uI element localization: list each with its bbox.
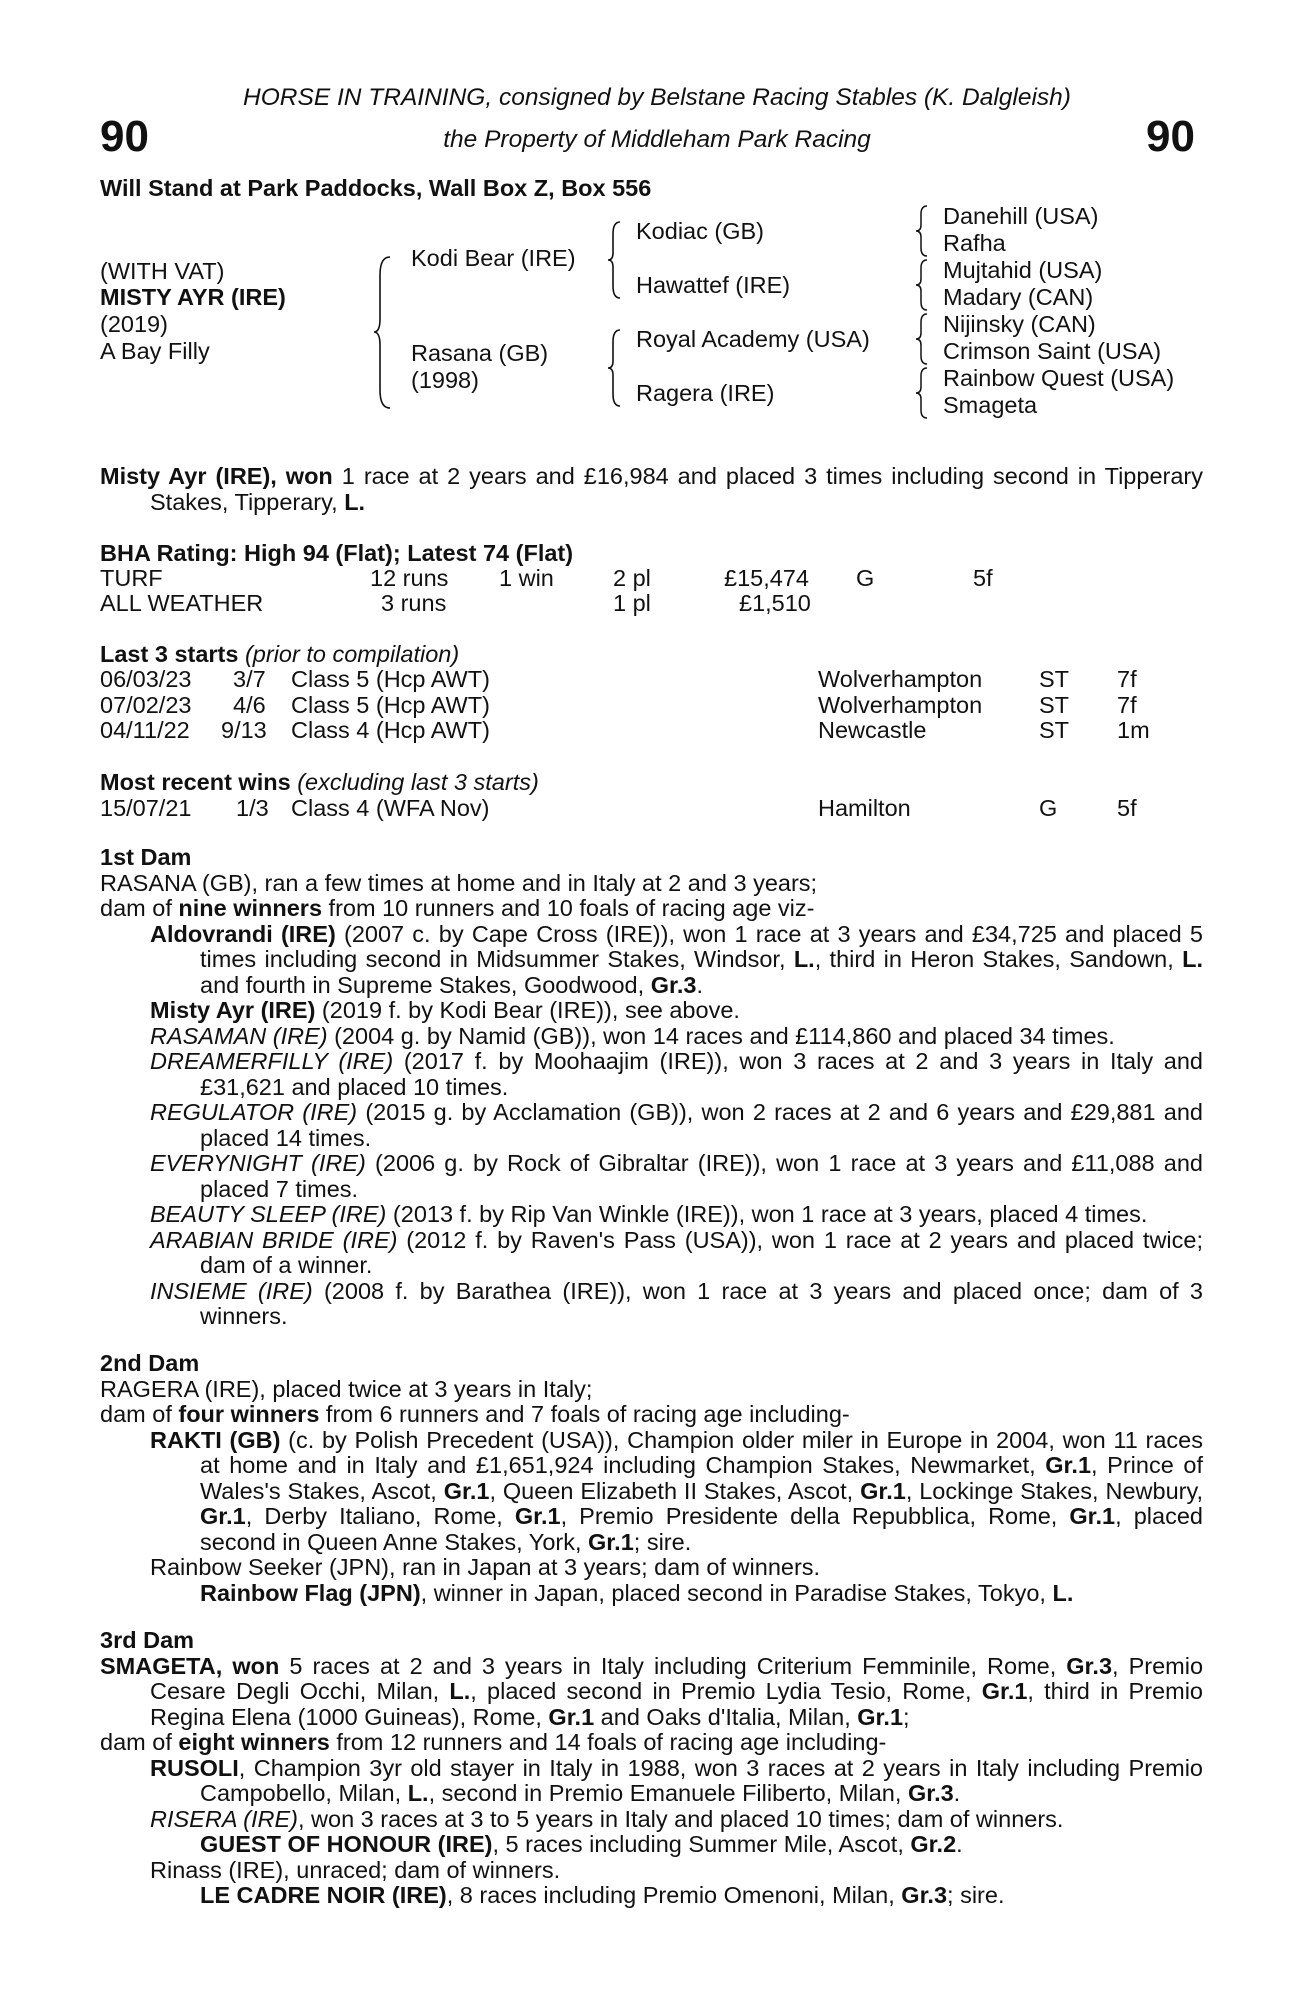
rating-distance: 5f [973,565,993,591]
second-dam-title: 2nd Dam [100,1350,200,1376]
pedigree-brace-2 [606,220,624,300]
sire-name: Kodi Bear (IRE) [411,245,576,271]
sire-dam: Hawattef (IRE) [636,272,791,298]
property-line: the Property of Middleham Park Racing [443,126,871,153]
cell-race: Class 5 (Hcp AWT) [291,666,490,692]
horse-name: MISTY AYR (IRE) [100,284,286,310]
produce-text: and fourth in Supreme Stakes, Goodwood, [200,971,651,998]
grade-label: Gr.1 [588,1528,634,1555]
winners-count: nine winners [178,895,323,921]
produce-text: , second in Premio Emanuele Filiberto, Milan, [428,1780,908,1806]
produce-text: , 8 races including Premio Omenoni, Milan, [446,1882,902,1908]
produce-entry: Rinass (IRE), unraced; dam of winners. [150,1856,561,1883]
produce-name: Rainbow Flag (JPN) [200,1579,421,1606]
produce-entry [100,998,1203,1024]
grade-label: Gr.1 [200,1503,246,1529]
dam-dam: Ragera (IRE) [636,380,775,406]
grade-label: Gr.1 [1045,1452,1092,1478]
text-span: ; [903,1703,910,1730]
produce-name: EVERYNIGHT (IRE) [150,1150,366,1176]
grade-label: Gr.1 [1069,1503,1116,1529]
ggs-3: Nijinsky (CAN) [943,311,1096,337]
rating-prize: £1,510 [739,590,811,616]
lot-number-left: 90 [100,112,149,161]
produce-text: , 5 races including Summer Mile, Ascot, [492,1831,911,1857]
horse-year: (2019) [100,311,168,337]
produce-entry [100,1202,1203,1228]
third-dam-section [100,1628,1203,1909]
text-span: , placed second in Premio Lydia Tesio, Rome, [470,1678,982,1704]
first-dam-title: 1st Dam [100,844,192,870]
cell-position: 3/7 [233,666,266,692]
ggd-1: Rafha [943,230,1006,256]
produce-text: , Queen Elizabeth II Stakes, Ascot, [489,1477,861,1504]
produce-name: INSIEME (IRE) [150,1277,313,1304]
text-span: 5 races at 2 and 3 years in Italy including Criterium Femminile, Rome, [279,1652,1067,1679]
produce-name: LE CADRE NOIR (IRE) [200,1882,447,1908]
produce-text: , Lockinge Stakes, Newbury, [905,1477,1203,1504]
cell-date: 07/02/23 [100,692,192,718]
text-span: from 6 runners and 7 foals of racing age including- [319,1401,850,1427]
rating-wins: 1 win [499,565,554,591]
winners-count: eight winners [178,1729,330,1755]
produce-name: RASAMAN (IRE) [150,1022,328,1049]
produce-text: (2006 g. by Rock of Gibraltar (IRE)), won 1 race at 3 years and £11,088 and placed 7 times. [200,1150,1203,1202]
cell-position: 9/13 [221,717,267,743]
cell-race: Class 5 (Hcp AWT) [291,692,490,718]
produce-text: . [953,1780,961,1806]
cell-distance: 1m [1117,717,1150,743]
dam-name: Rasana (GB) [411,340,549,366]
cell-race: Class 4 (Hcp AWT) [291,717,490,743]
rating-surface: TURF [100,565,163,591]
last3-title: Last 3 starts [100,641,239,667]
produce-name: ARABIAN BRIDE (IRE) [150,1226,398,1253]
produce-entry [100,1832,1203,1858]
produce-entry [100,1100,1203,1151]
first-dam-section [100,845,1203,1330]
recent-note: (excluding last 3 starts) [297,769,539,795]
text-span: dam of [100,895,179,921]
ggs-4: Rainbow Quest (USA) [943,365,1175,391]
rating-runs: 12 runs [370,565,449,591]
produce-entry [100,1151,1203,1202]
cell-distance: 7f [1117,666,1137,692]
produce-entry [100,922,1203,999]
text-span: dam of [100,1401,179,1427]
produce-text: . [956,1831,963,1857]
cell-date: 04/11/22 [100,717,190,743]
produce-name: Misty Ayr (IRE) [150,997,316,1023]
cell-course: Wolverhampton [818,666,983,692]
summary-grade: L. [344,488,366,515]
second-dam-line1: RAGERA (IRE), placed twice at 3 years in Italy; [100,1375,593,1402]
first-dam-line2 [100,896,1203,922]
consignor-line: HORSE IN TRAINING, consigned by Belstane Racing Stables (K. Dalgleish) [243,84,1071,111]
grade-label: L. [449,1678,471,1704]
third-dam-record [100,1654,1203,1731]
last3-note: (prior to compilation) [244,641,460,667]
produce-text: , Prince of Wales's Stakes, Ascot, [200,1452,1204,1504]
pedigree-brace-4 [914,204,930,258]
produce-entry [100,1807,1203,1833]
grade-label: Gr.3 [901,1882,948,1908]
produce-entry [100,1581,1203,1607]
grade-label: Gr.3 [907,1780,954,1806]
dam-name: SMAGETA [100,1652,216,1679]
produce-text: , placed second in Queen Anne Stakes, York, [200,1503,1203,1555]
produce-text: , winner in Japan, placed second in Paradise Stakes, Tokyo, [420,1579,1053,1606]
recent-heading [100,770,539,796]
cell-date: 15/07/21 [100,795,192,821]
text-span: from 12 runners and 14 foals of racing age including- [329,1729,887,1755]
recent-title: Most recent wins [100,769,291,795]
summary-text: 1 race at 2 years and £16,984 and placed 3 times including second in Tipperary Stakes, Tipperary, [150,463,1203,515]
pedigree-brace-5 [914,258,930,312]
cell-going: ST [1039,692,1070,718]
rating-placed: 1 pl [613,590,651,616]
rating-runs: 3 runs [381,590,447,616]
produce-text: , Champion 3yr old stayer in Italy in 1988, won 3 races at 2 years in Italy including Premio Campobello, Milan, [200,1754,1203,1806]
produce-entry [100,1228,1203,1279]
cell-date: 06/03/23 [100,666,192,692]
cell-going: ST [1039,666,1070,692]
cell-course: Newcastle [818,717,927,743]
last3-heading [100,642,459,668]
grade-label: L. [1052,1579,1074,1606]
rating-prize: £15,474 [724,565,809,591]
produce-text: , Premio Presidente della Repubblica, Rome, [560,1503,1070,1529]
produce-name: BEAUTY SLEEP (IRE) [150,1201,387,1227]
second-dam-line2 [100,1402,1203,1428]
produce-entry [100,1049,1203,1100]
produce-text: (2008 f. by Barathea (IRE)), won 1 race at 3 years and placed once; dam of 3 winners. [200,1277,1204,1329]
produce-name: RISERA (IRE) [150,1805,298,1832]
text-span: , third in Premio Regina Elena (1000 Guineas), Rome, [150,1678,1203,1730]
cell-distance: 5f [1117,795,1137,821]
grade-label: Gr.1 [443,1477,490,1504]
produce-entry [100,1428,1203,1556]
rating-surface: ALL WEATHER [100,590,264,616]
cell-course: Hamilton [818,795,911,821]
sire-sire: Kodiac (GB) [636,218,764,244]
cell-going: G [1039,795,1058,821]
summary-won: , won [270,463,333,489]
grade-label: Gr.1 [860,1477,906,1504]
produce-text: (2015 g. by Acclamation (GB)), won 2 races at 2 and 6 years and £29,881 and placed 14 times. [200,1099,1203,1151]
produce-name: DREAMERFILLY (IRE) [150,1048,394,1074]
grade-label: Gr.1 [548,1703,595,1730]
ggs-2: Mujtahid (USA) [943,257,1103,283]
cell-position: 1/3 [236,795,269,821]
produce-text: (2012 f. by Raven's Pass (USA)), won 1 race at 2 years and placed twice; dam of a winner. [200,1226,1203,1278]
stand-location: Will Stand at Park Paddocks, Wall Box Z, Box 556 [100,175,652,201]
grade-label: Gr.1 [514,1503,561,1529]
cell-race: Class 4 (WFA Nov) [291,795,490,821]
produce-name: RAKTI (GB) [150,1426,281,1453]
produce-text: (2019 f. by Kodi Bear (IRE)), see above. [315,997,740,1023]
produce-text: ; sire. [633,1528,692,1555]
produce-text: (2004 g. by Namid (GB)), won 14 races and £114,860 and placed 34 times. [327,1022,1115,1049]
cell-distance: 7f [1117,692,1137,718]
third-dam-line2 [100,1730,1203,1756]
winners-count: four winners [178,1401,320,1427]
pedigree-brace-6 [914,312,930,366]
grade-label: L. [1182,946,1204,972]
dam-sire: Royal Academy (USA) [636,326,870,352]
cell-course: Wolverhampton [818,692,983,718]
grade-label: L. [793,946,815,972]
text-span: , Premio Cesare Degli Occhi, Milan, [150,1652,1204,1704]
produce-name: GUEST OF HONOUR (IRE) [200,1831,493,1857]
grade-label: Gr.3 [1066,1652,1113,1679]
grade-label: L. [407,1780,429,1806]
summary-name: Misty Ayr (IRE) [100,463,271,489]
text-span: from 10 runners and 10 foals of racing age viz- [322,895,815,921]
cell-going: ST [1039,717,1070,743]
grade-label: Gr.3 [650,971,697,998]
produce-text: . [696,971,703,998]
pedigree-brace-3 [606,328,624,408]
produce-text: (2017 f. by Moohaajim (IRE)), won 3 races at 2 and 3 years in Italy and £31,621 and placed 10 times. [200,1048,1203,1100]
produce-entry [100,1883,1203,1909]
produce-text: (c. by Polish Precedent (USA)), Champion older miler in Europe in 2004, won 11 races at home and in Italy and £1,651,924 including Champion Stakes, Newmarket, [200,1426,1203,1478]
grade-label: Gr.1 [981,1678,1028,1704]
produce-text: , Derby Italiano, Rome, [245,1503,515,1529]
produce-entry: Rainbow Seeker (JPN), ran in Japan at 3 years; dam of winners. [150,1554,821,1580]
produce-text: , third in Heron Stakes, Sandown, [814,946,1183,972]
produce-entry [100,1024,1203,1050]
produce-name: Aldovrandi (IRE) [150,920,336,947]
race-summary [100,464,1203,515]
second-dam-section [100,1351,1203,1606]
horse-description: A Bay Filly [100,338,210,364]
produce-text: , won 3 races at 3 to 5 years in Italy and placed 10 times; dam of winners. [297,1805,1064,1832]
ggd-4: Smageta [943,392,1038,418]
vat-note: (WITH VAT) [100,258,225,284]
cell-position: 4/6 [233,692,266,718]
produce-text: (2007 c. by Cape Cross (IRE)), won 1 race at 3 years and £34,725 and placed 5 times including second in Midsummer Stakes, Windsor, [200,920,1203,972]
pedigree-brace-1 [372,255,394,410]
first-dam-line1: RASANA (GB), ran a few times at home and in Italy at 2 and 3 years; [100,869,818,896]
produce-name: RUSOLI [150,1754,239,1781]
rating-placed: 2 pl [613,565,651,591]
produce-text: ; sire. [947,1882,1005,1908]
pedigree-brace-7 [914,366,930,420]
rating-title: BHA Rating: High 94 (Flat); Latest 74 (Flat) [100,540,574,566]
dam-year: (1998) [411,367,479,393]
third-dam-title: 3rd Dam [100,1627,195,1653]
produce-name: REGULATOR (IRE) [150,1099,358,1125]
ggd-2: Madary (CAN) [943,284,1094,310]
grade-label: Gr.2 [910,1831,957,1857]
grade-label: Gr.1 [857,1703,904,1730]
text-span: and Oaks d'Italia, Milan, [594,1703,858,1730]
produce-entry [100,1756,1203,1807]
produce-entry [100,1279,1203,1330]
ggs-1: Danehill (USA) [943,203,1099,229]
ggd-3: Crimson Saint (USA) [943,338,1162,364]
produce-text: (2013 f. by Rip Van Winkle (IRE)), won 1 race at 3 years, placed 4 times. [386,1201,1148,1227]
lot-number-right: 90 [1146,112,1195,161]
text-span: , won [215,1652,280,1679]
text-span: dam of [100,1729,179,1755]
rating-going: G [856,565,875,591]
